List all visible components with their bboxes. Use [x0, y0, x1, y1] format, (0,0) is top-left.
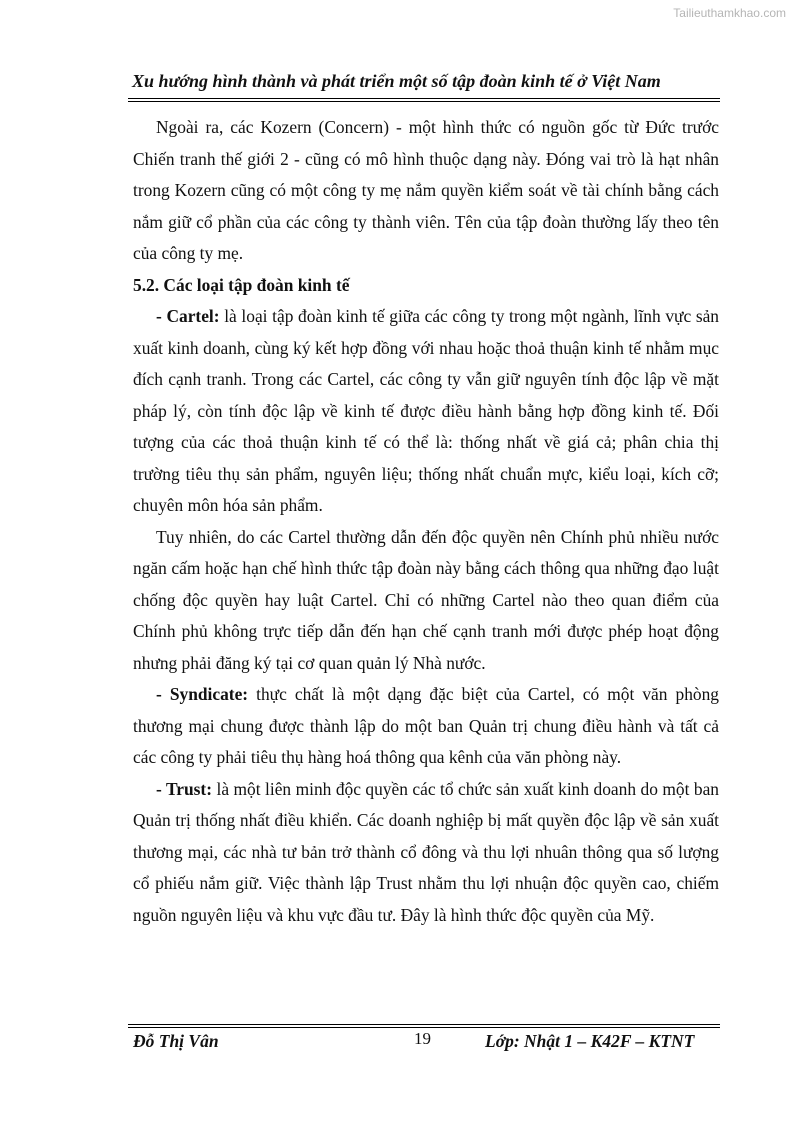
paragraph-syndicate [133, 679, 719, 774]
paragraph-cartel-regulation: Tuy nhiên, do các Cartel thường dẫn đến độc quyền nên Chính phủ nhiều nước ngăn cấm hoặc hạn chế hình thức tập đoàn này bằng cách thông qua những đạo luật chống độc quyền hay luật Cartel. Chỉ có những Cartel nào theo quan điểm của Chính phủ không trực tiếp dẫn đến hạn chế cạnh tranh mới được phép hoạt động nhưng phải đăng ký tại cơ quan quản lý Nhà nước. [133, 526, 719, 673]
document-body [133, 112, 719, 931]
term-syndicate: - Syndicate: [156, 684, 249, 704]
syndicate-definition: thực chất là một dạng đặc biệt của Cartel, có một văn phòng thương mại chung được thành lập do một ban Quản trị chung điều hành và tất cả các công ty phải tiêu thụ hàng hoá thông qua kênh của văn phòng này. [133, 684, 719, 767]
footer-class-info: Lớp: Nhật 1 – K42F – KTNT [485, 1031, 695, 1051]
paragraph-kozern: Ngoài ra, các Kozern (Concern) - một hình thức có nguồn gốc từ Đức trước Chiến tranh thế giới 2 - cũng có mô hình thuộc dạng này. Đóng vai trò là hạt nhân trong Kozern cũng có một công ty mẹ nắm quyền kiểm soát về tài chính bằng cách nắm giữ cổ phần của các công ty thành viên. Tên của tập đoàn thường lấy theo tên của công ty mẹ. [133, 117, 719, 263]
section-heading: 5.2. Các loại tập đoàn kinh tế [133, 274, 350, 295]
footer-author: Đỗ Thị Vân [133, 1031, 219, 1051]
page-header-title: Xu hướng hình thành và phát triển một số tập đoàn kinh tế ở Việt Nam [132, 71, 661, 91]
header-divider [128, 98, 720, 102]
paragraph-cartel [133, 301, 719, 522]
paragraph-trust [133, 774, 719, 932]
page-number: 19 [414, 1029, 431, 1048]
cartel-definition: là loại tập đoàn kinh tế giữa các công ty trong một ngành, lĩnh vực sản xuất kinh doanh, cùng ký kết hợp đồng với nhau hoặc thoả thuận kinh tế nhằm mục đích cạnh tranh. Trong các Cartel, các công ty vẫn giữ nguyên tính độc lập về mặt pháp lý, còn tính độc lập về kinh tế được điều hành bằng hợp đồng kinh tế. Đối tượng của các thoả thuận kinh tế có thể là: thống nhất về giá cả; phân chia thị trường tiêu thụ sản phẩm, nguyên liệu; thống nhất chuẩn mực, kiểu loại, kích cỡ; chuyên môn hóa sản phẩm. [133, 306, 719, 515]
watermark: Tailieuthamkhao.com [673, 6, 786, 20]
footer-divider [128, 1024, 720, 1028]
term-trust: - Trust: [156, 778, 213, 799]
trust-definition: là một liên minh độc quyền các tổ chức sản xuất kinh doanh do một ban Quản trị thống nhất điều khiển. Các doanh nghiệp bị mất quyền độc lập về sản xuất thương mại, các nhà tư bản trở thành cổ đông và thu lợi nhuân thông qua số lượng cổ phiếu nắm giữ. Việc thành lập Trust nhằm thu lợi nhuận độc quyền cao, chiếm nguồn nguyên liệu và khu vực đầu tư. Đây là hình thức độc quyền của Mỹ. [133, 778, 719, 925]
term-cartel: - Cartel: [156, 306, 220, 326]
